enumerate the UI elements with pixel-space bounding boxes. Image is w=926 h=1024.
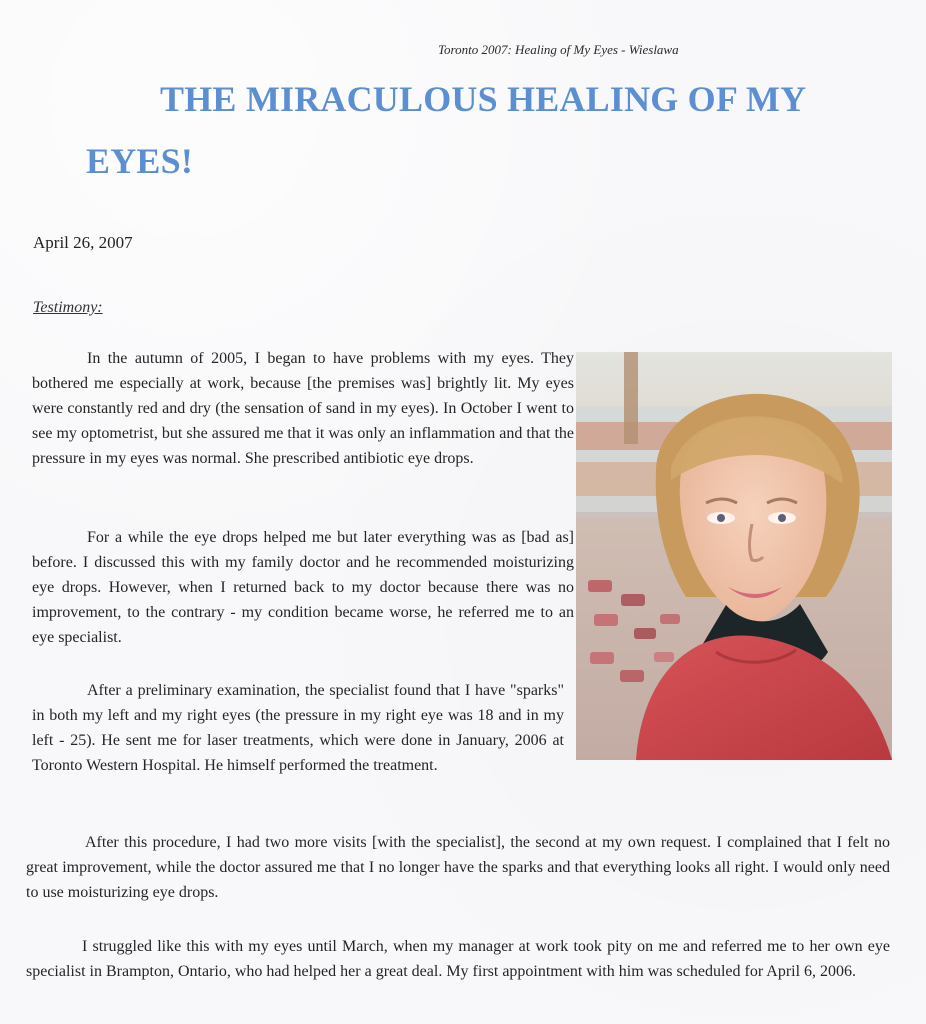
paragraph-4: After this procedure, I had two more visits [with the specialist], the second at my own request. I complained that I felt no great improvement, while the doctor assured me that I no longer have the sparks and that everything looks all right. I would only need to use moisturizing eye drops.	[26, 834, 890, 901]
right-eye	[778, 514, 786, 522]
paragraph-1: In the autumn of 2005, I began to have problems with my eyes. They bothered me especially at work, because [the premises was] brightly lit. My eyes were constantly red and dry (the sensation of sand in my eyes). In October I went to see my optometrist, but she assured me that it was only an inflammation and that the pressure in my eyes was normal. She prescribed antibiotic eye drops.	[32, 350, 574, 467]
tower	[624, 352, 638, 444]
running-header: Toronto 2007: Healing of My Eyes - Wieslawa	[438, 42, 679, 57]
testimony-label: Testimony:	[33, 299, 103, 316]
paragraph-5: I struggled like this with my eyes until March, when my manager at work took pity on me and referred me to her own eye specialist in Brampton, Ontario, who had helped her a great deal. My first appointment with him was scheduled for April 6, 2006.	[26, 938, 890, 980]
article-title-line-2: EYES!	[86, 141, 194, 181]
paragraph-2: For a while the eye drops helped me but later everything was as [bad as] before. I discussed this with my family doctor and he recommended moisturizing eye drops. However, when I returned back to my doctor because there was no improvement, to the contrary - my condition became worse, he referred me to an eye specialist.	[32, 529, 574, 646]
portrait-photo	[576, 352, 892, 760]
left-eye	[717, 514, 725, 522]
article-date: April 26, 2007	[33, 233, 133, 252]
paragraph-3: After a preliminary examination, the specialist found that I have "sparks" in both my left and my right eyes (the pressure in my right eye was 18 and in my left - 25). He sent me for laser treatments, which were done in January, 2006 at Toronto Western Hospital. He himself performed the treatment.	[32, 682, 564, 774]
article-title-line-1: THE MIRACULOUS HEALING OF MY	[160, 79, 807, 119]
portrait-illustration	[576, 352, 892, 760]
